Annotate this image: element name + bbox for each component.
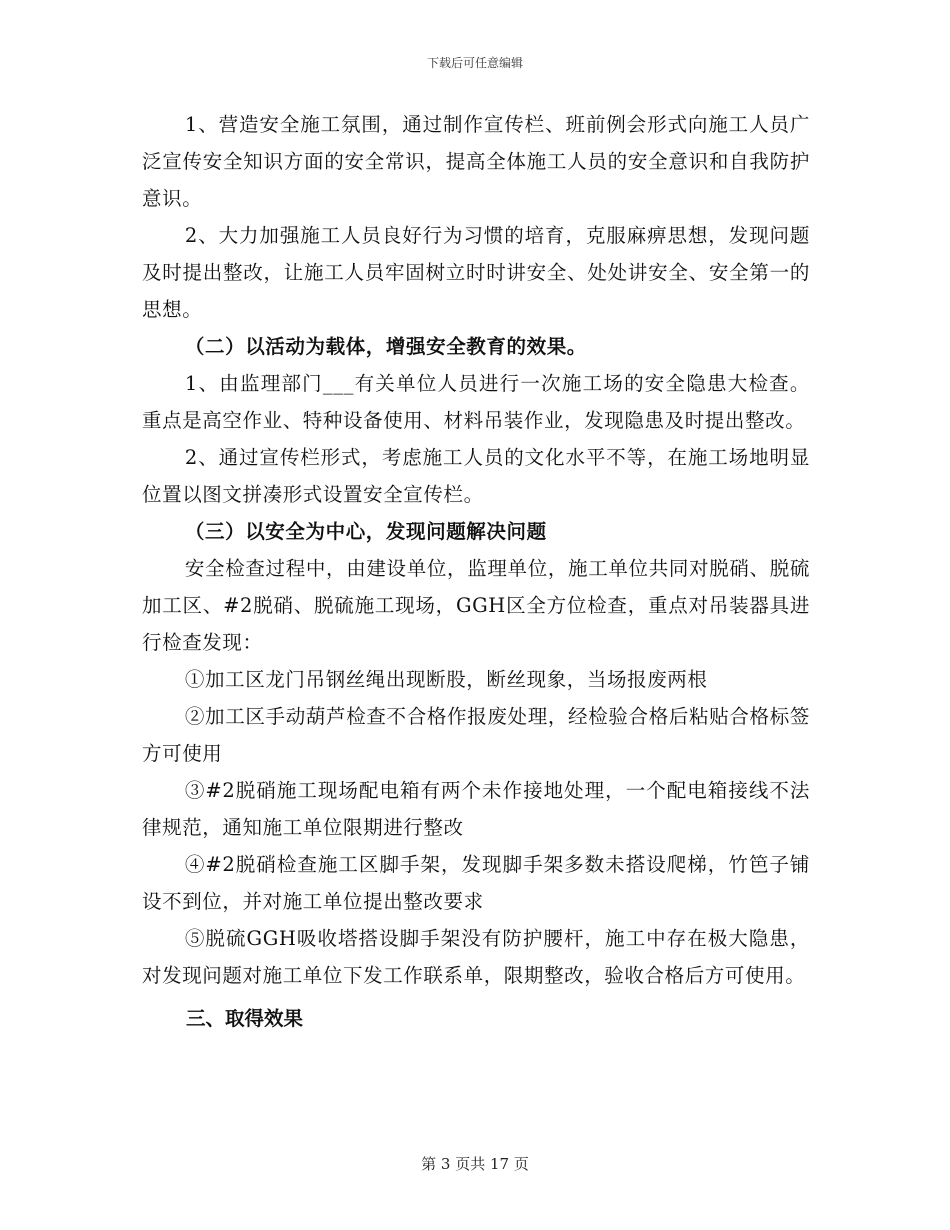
list-item-1: ①加工区龙门吊钢丝绳出现断股，断丝现象，当场报废两根 [184, 668, 708, 691]
paragraph-4: 2、通过宣传栏形式，考虑施工人员的文化水平不等，在施工场地明显位置以图文拼凑形式设置安全宣传栏。 [142, 446, 810, 506]
paragraph-1: 1、营造安全施工氛围，通过制作宣传栏、班前例会形式向施工人员广泛宣传安全知识方面的安全常识，提高全体施工人员的安全意识和自我防护意识。 [142, 113, 810, 210]
page-footer: 第 3 页共 17 页 [421, 1155, 529, 1173]
list-item-3: ③#2脱硝施工现场配电箱有两个未作接地处理，一个配电箱接线不法律规范，通知施工单位限期进行整改 [142, 779, 810, 839]
paragraph-5: 安全检查过程中，由建设单位，监理单位，施工单位共同对脱硝、脱硫加工区、#2脱硝、脱硫施工现场，GGH区全方位检查，重点对吊装器具进行检查发现： [142, 557, 810, 654]
section-heading-3: （三）以安全为中心，发现问题解决问题 [184, 520, 547, 543]
section-heading-2: （二）以活动为载体，增强安全教育的效果。 [184, 335, 587, 358]
list-item-2: ②加工区手动葫芦检查不合格作报废处理，经检验合格后粘贴合格标签方可使用 [142, 705, 810, 765]
document-body [142, 106, 810, 1037]
paragraph-3: 1、由监理部门___有关单位人员进行一次施工场的安全隐患大检查。重点是高空作业、特种设备使用、材料吊装作业，发现隐患及时提出整改。 [142, 372, 810, 432]
list-item-5: ⑤脱硫GGH吸收塔搭设脚手架没有防护腰杆，施工中存在极大隐患，对发现问题对施工单位下发工作联系单，限期整改，验收合格后方可使用。 [142, 927, 810, 987]
page-header: 下载后可任意编辑 [426, 56, 523, 70]
paragraph-2: 2、大力加强施工人员良好行为习惯的培育，克服麻痹思想，发现问题及时提出整改，让施工人员牢固树立时时讲安全、处处讲安全、安全第一的思想。 [142, 224, 810, 321]
section-heading-results: 三、取得效果 [186, 1007, 304, 1030]
list-item-4: ④#2脱硝检查施工区脚手架，发现脚手架多数未搭设爬梯，竹笆子铺设不到位，并对施工单位提出整改要求 [142, 853, 810, 913]
